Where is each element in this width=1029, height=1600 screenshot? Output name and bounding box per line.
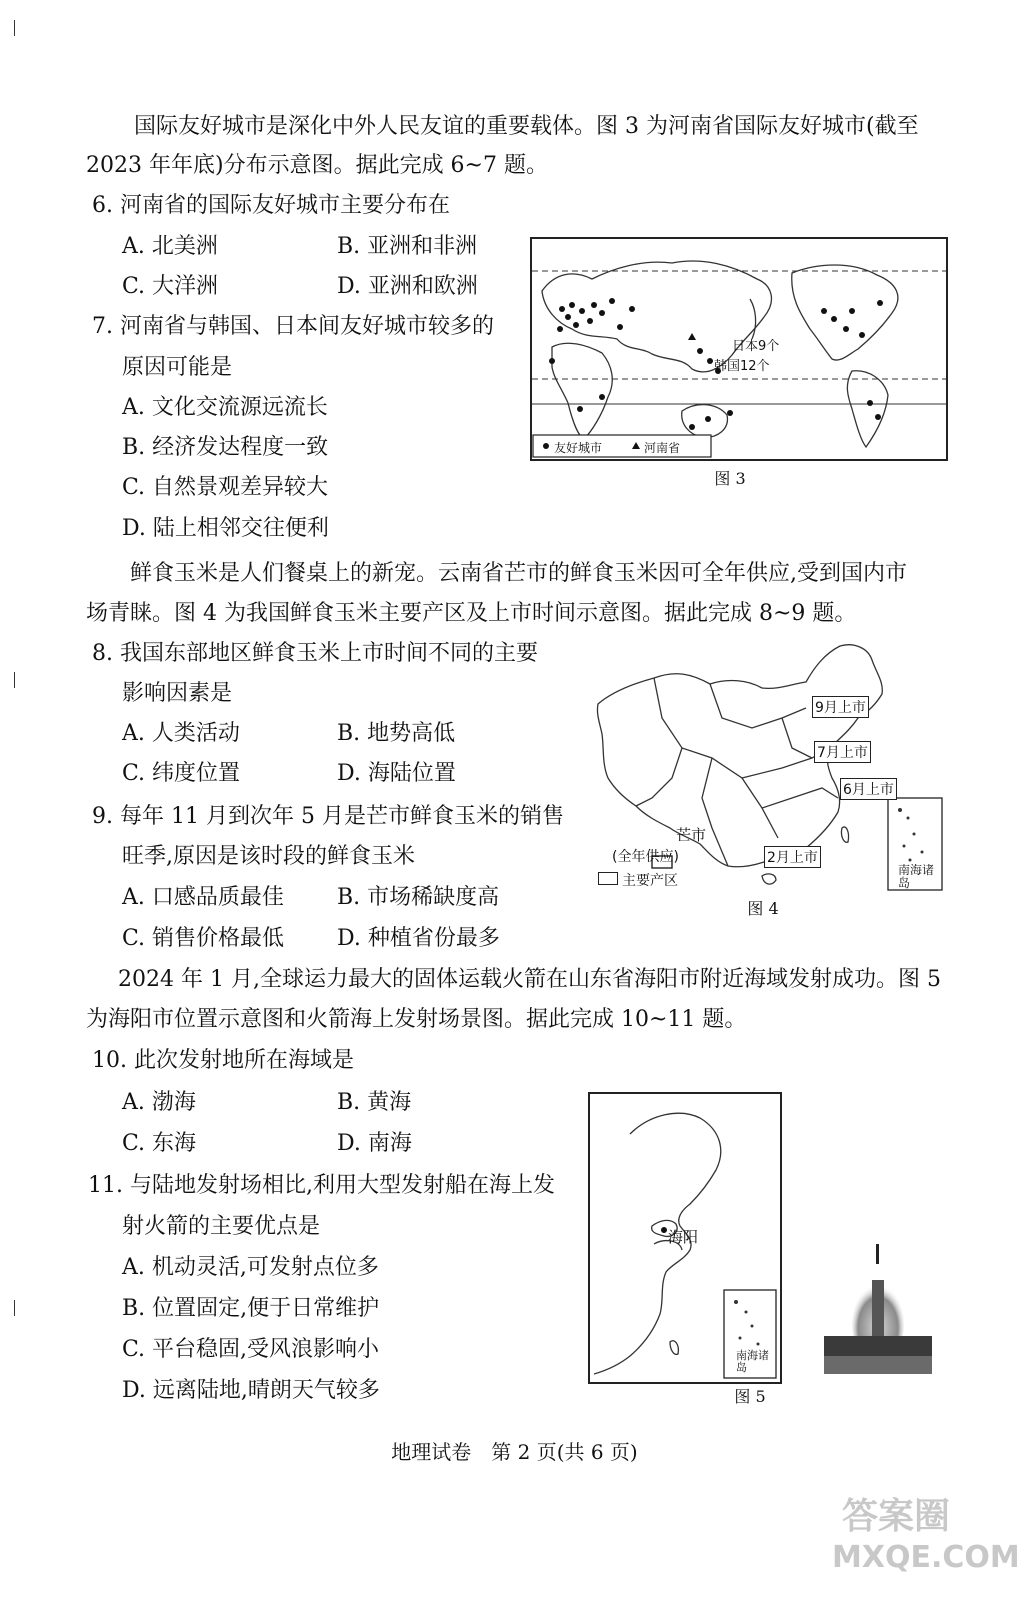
q7-option-d: D. 陆上相邻交往便利 (122, 516, 329, 541)
page-footer: 地理试卷 第 2 页(共 6 页) (391, 1440, 638, 1464)
q10-option-a: A. 渤海 (122, 1090, 196, 1115)
haiyang-label: 海阳 (668, 1228, 699, 1246)
passage1-line2: 2023 年年底)分布示意图。据此完成 6~7 题。 (86, 153, 548, 178)
q7-option-a: A. 文化交流源远流长 (122, 395, 328, 420)
q6-option-b: B. 亚洲和非洲 (337, 234, 478, 259)
q11-option-d: D. 远离陆地,晴朗天气较多 (122, 1378, 380, 1403)
figure5-haiyang-map (588, 1092, 782, 1384)
south-china-sea-islands-label: 南海诸岛 (898, 863, 935, 890)
q11-option-a: A. 机动灵活,可发射点位多 (122, 1255, 379, 1280)
q8-stem-line1: 8. 我国东部地区鲜食玉米上市时间不同的主要 (92, 641, 538, 666)
legend-friendly-city: 友好城市 (554, 441, 603, 455)
watermark-url: MXQE.COM (832, 1540, 1020, 1575)
q7-stem-line1: 7. 河南省与韩国、日本间友好城市较多的 (92, 314, 494, 339)
passage1-line1: 国际友好城市是深化中外人民友谊的重要载体。图 3 为河南省国际友好城市(截至 (134, 114, 919, 139)
legend-henan-province: 河南省 (644, 441, 681, 455)
q6-option-a: A. 北美洲 (122, 234, 218, 259)
q11-stem-line1: 11. 与陆地发射场相比,利用大型发射船在海上发 (88, 1173, 555, 1198)
q9-option-c: C. 销售价格最低 (122, 926, 285, 951)
rocket-launch-photo (822, 1240, 934, 1376)
q11-option-c: C. 平台稳固,受风浪影响小 (122, 1337, 380, 1362)
q7-option-b: B. 经济发达程度一致 (122, 435, 329, 460)
watermark-logo-text: 答案圈 (842, 1496, 951, 1537)
rocket-launch-illustration (822, 1240, 934, 1376)
legend-main-producing-area: 主要产区 (622, 873, 678, 889)
figure4-caption: 图 4 (747, 899, 779, 918)
fig5-south-china-sea-islands-label: 南海诸岛 (736, 1349, 769, 1374)
label-june-market: 6月上市 (840, 778, 897, 800)
margin-mark (14, 1300, 15, 1316)
q8-stem-line2: 影响因素是 (122, 681, 233, 706)
figure3-caption: 图 3 (714, 469, 746, 488)
q8-option-a: A. 人类活动 (122, 721, 240, 746)
q9-option-d: D. 种植省份最多 (337, 926, 500, 951)
q10-option-c: C. 东海 (122, 1131, 197, 1156)
figure5-caption: 图 5 (734, 1387, 766, 1406)
q11-option-b: B. 位置固定,便于日常维护 (122, 1296, 380, 1321)
korea-count-label: 韩国12个 (714, 359, 770, 374)
mangshi-label: 芒市 (676, 826, 707, 844)
label-september-market: 9月上市 (812, 696, 869, 718)
q10-stem: 10. 此次发射地所在海域是 (92, 1048, 354, 1073)
q9-option-a: A. 口感品质最佳 (122, 885, 284, 910)
q9-option-b: B. 市场稀缺度高 (337, 885, 500, 910)
passage2-line1: 鲜食玉米是人们餐桌上的新宠。云南省芒市的鲜食玉米因可全年供应,受到国内市 (130, 561, 907, 586)
q6-option-d: D. 亚洲和欧洲 (337, 274, 478, 299)
margin-mark (14, 20, 15, 36)
q6-stem: 6. 河南省的国际友好城市主要分布在 (92, 193, 450, 218)
figure3-world-map (530, 237, 948, 461)
label-july-market: 7月上市 (814, 741, 871, 763)
q8-option-c: C. 纬度位置 (122, 761, 241, 786)
q7-stem-line2: 原因可能是 (122, 355, 233, 380)
q8-option-b: B. 地势高低 (337, 721, 456, 746)
q9-stem-line2: 旺季,原因是该时段的鲜食玉米 (122, 844, 415, 869)
q6-option-c: C. 大洋洲 (122, 274, 219, 299)
all-year-supply-label: (全年供应) (612, 849, 679, 865)
q10-option-d: D. 南海 (337, 1131, 412, 1156)
q11-stem-line2: 射火箭的主要优点是 (122, 1214, 321, 1239)
label-february-market: 2月上市 (764, 846, 821, 868)
figure4-china-map (592, 638, 948, 892)
japan-count-label: 日本9个 (732, 339, 780, 354)
q8-option-d: D. 海陆位置 (337, 761, 456, 786)
passage3-line1: 2024 年 1 月,全球运力最大的固体运载火箭在山东省海阳市附近海域发射成功。图 5 (118, 967, 941, 992)
passage3-line2: 为海阳市位置示意图和火箭海上发射场景图。据此完成 10~11 题。 (86, 1007, 747, 1032)
q9-stem-line1: 9. 每年 11 月到次年 5 月是芒市鲜食玉米的销售 (92, 804, 564, 829)
passage2-line2: 场青睐。图 4 为我国鲜食玉米主要产区及上市时间示意图。据此完成 8~9 题。 (86, 601, 857, 626)
legend-main-area-swatch (598, 872, 618, 885)
margin-mark (14, 672, 15, 688)
q7-option-c: C. 自然景观差异较大 (122, 475, 329, 500)
q10-option-b: B. 黄海 (337, 1090, 412, 1115)
